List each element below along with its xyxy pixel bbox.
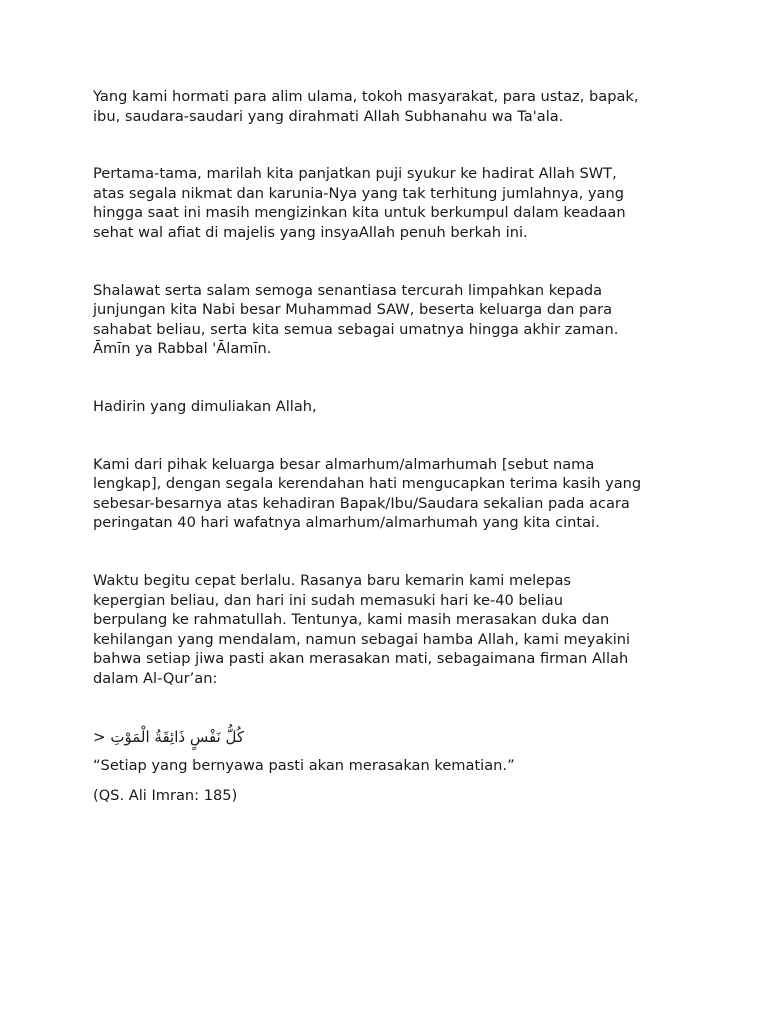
arabic-verse: كُلُّ نَفْسٍ ذَائِقَةُ الْمَوْتِ — [110, 728, 244, 747]
gratitude-paragraph: Pertama-tama, marilah kita panjatkan puji syukur ke hadirat Allah SWT, atas segala nikmat dan karunia-Nya yang tak terhitung jumlahnya, yang hingga saat ini masih mengizinkan kita untuk berkumpul dalam keadaan sehat wal afiat di majelis yang insyaAllah penuh berkah ini. — [93, 165, 626, 241]
shalawat-paragraph: Shalawat serta salam semoga senantiasa tercurah limpahkan kepada junjungan kita Nabi besar Muhammad SAW, beserta keluarga dan para sahabat beliau, serta kita semua sebagai umatnya hingga akhir zaman. Āmīn ya Rabbal 'Ālamīn. — [93, 281, 619, 358]
reflection-paragraph: Waktu begitu cepat berlalu. Rasanya baru kemarin kami melepas kepergian beliau, dan hari ini sudah memasuki hari ke-40 beliau berpulang ke rahmatullah. Tentunya, kami masih merasakan duka dan kehilangan yang mendalam, namun sebagai hamba Allah, kami meyakini bahwa setiap jiwa pasti akan merasakan mati, sebagaimana firman Allah dalam Al-Qur’an: — [93, 571, 631, 687]
quran-quote — [93, 726, 674, 805]
verse-reference: (QS. Ali Imran: 185) — [93, 787, 238, 805]
greeting-paragraph: Yang kami hormati para alim ulama, tokoh masyarakat, para ustaz, bapak, ibu, saudara-saudari yang dirahmati Allah Subhanahu wa Ta'ala. — [93, 88, 639, 125]
thanks-paragraph: Kami dari pihak keluarga besar almarhum/almarhumah [sebut nama lengkap], dengan segala kerendahan hati mengucapkan terima kasih yang sebesar-besarnya atas kehadiran Bapak/Ibu/Saudara sekalian pada acara peringatan 40 hari wafatnya almarhum/almarhumah yang kita cintai. — [93, 455, 642, 532]
blockquote-marker: > — [93, 728, 106, 747]
arabic-verse-line — [93, 726, 674, 748]
verse-translation: “Setiap yang bernyawa pasti akan merasakan kematian.” — [93, 757, 515, 775]
audience-address: Hadirin yang dimuliakan Allah, — [93, 397, 317, 415]
